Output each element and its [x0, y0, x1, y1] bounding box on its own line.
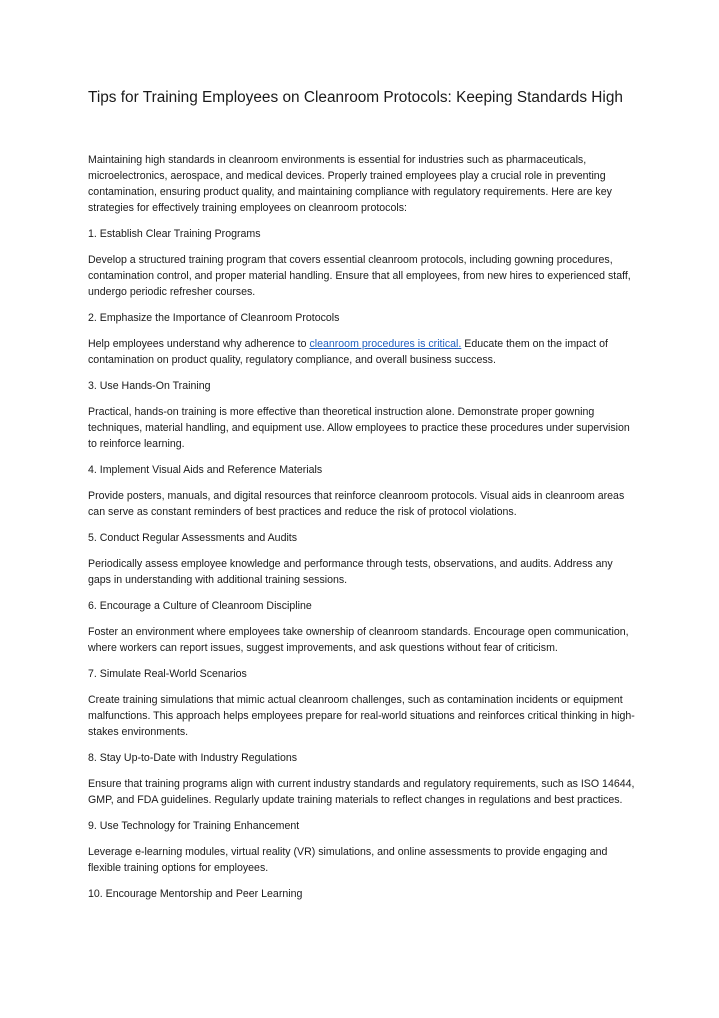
section-body: Develop a structured training program that covers essential cleanroom protocols, including gowning procedures, contamination control, and proper material handling. Ensure that all employees, from new hires to experienced staff, undergo periodic refresher courses.	[88, 254, 631, 298]
section-heading: 3. Use Hands-On Training	[88, 380, 211, 392]
section-body: Periodically assess employee knowledge and performance through tests, observations, and audits. Address any gaps in understanding with additional training sessions.	[88, 558, 613, 586]
section-heading: 2. Emphasize the Importance of Cleanroom Protocols	[88, 312, 340, 324]
section-6	[88, 598, 636, 656]
section-8	[88, 750, 636, 808]
document-title: Tips for Training Employees on Cleanroom Protocols: Keeping Standards High	[88, 89, 623, 106]
section-4	[88, 462, 636, 520]
section-heading: 5. Conduct Regular Assessments and Audits	[88, 532, 298, 544]
section-2	[88, 310, 636, 368]
section-heading: 9. Use Technology for Training Enhancement	[88, 820, 300, 832]
section-9	[88, 818, 636, 876]
section-7	[88, 666, 636, 740]
document-content	[88, 88, 636, 912]
section-body: Create training simulations that mimic actual cleanroom challenges, such as contamination incidents or equipment malfunctions. This approach helps employees prepare for real-world situations and reinforces critical thinking in high-stakes environments.	[88, 694, 635, 738]
section-body-text: Help employees understand why adherence to	[88, 338, 310, 350]
section-5	[88, 530, 636, 588]
section-body: Ensure that training programs align with current industry standards and regulatory requirements, such as ISO 14644, GMP, and FDA guidelines. Regularly update training materials to reflect changes in regulations and best practices.	[88, 778, 635, 806]
section-body: Provide posters, manuals, and digital resources that reinforce cleanroom protocols. Visual aids in cleanroom areas can serve as constant reminders of best practices and reduce the risk of protocol violations.	[88, 490, 625, 518]
section-3	[88, 378, 636, 452]
section-body-text: Educate them on the impact of contamination on product quality, regulatory compliance, and overall business success.	[88, 338, 608, 366]
section-heading: 7. Simulate Real-World Scenarios	[88, 668, 247, 680]
cleanroom-procedures-link[interactable]: cleanroom procedures is critical.	[309, 338, 462, 350]
intro-paragraph: Maintaining high standards in cleanroom environments is essential for industries such as pharmaceuticals, microelectronics, aerospace, and medical devices. Properly trained employees play a crucial role in preventing contamination, ensuring product quality, and maintaining compliance with regulatory requirements. Here are key strategies for effectively training employees on cleanroom protocols:	[88, 154, 612, 214]
section-body	[88, 336, 636, 368]
section-heading: 4. Implement Visual Aids and Reference Materials	[88, 464, 323, 476]
section-body: Leverage e-learning modules, virtual reality (VR) simulations, and online assessments to provide engaging and flexible training options for employees.	[88, 846, 608, 874]
section-heading: 6. Encourage a Culture of Cleanroom Discipline	[88, 600, 312, 612]
section-1	[88, 226, 636, 300]
section-10	[88, 886, 636, 902]
section-heading: 1. Establish Clear Training Programs	[88, 228, 261, 240]
section-heading: 10. Encourage Mentorship and Peer Learning	[88, 888, 303, 900]
section-body: Foster an environment where employees take ownership of cleanroom standards. Encourage open communication, where workers can report issues, suggest improvements, and ask questions without fear of criticism.	[88, 626, 629, 654]
section-heading: 8. Stay Up-to-Date with Industry Regulations	[88, 752, 298, 764]
section-body: Practical, hands-on training is more effective than theoretical instruction alone. Demonstrate proper gowning techniques, material handling, and equipment use. Allow employees to practice these procedures under supervision to reinforce learning.	[88, 406, 630, 450]
